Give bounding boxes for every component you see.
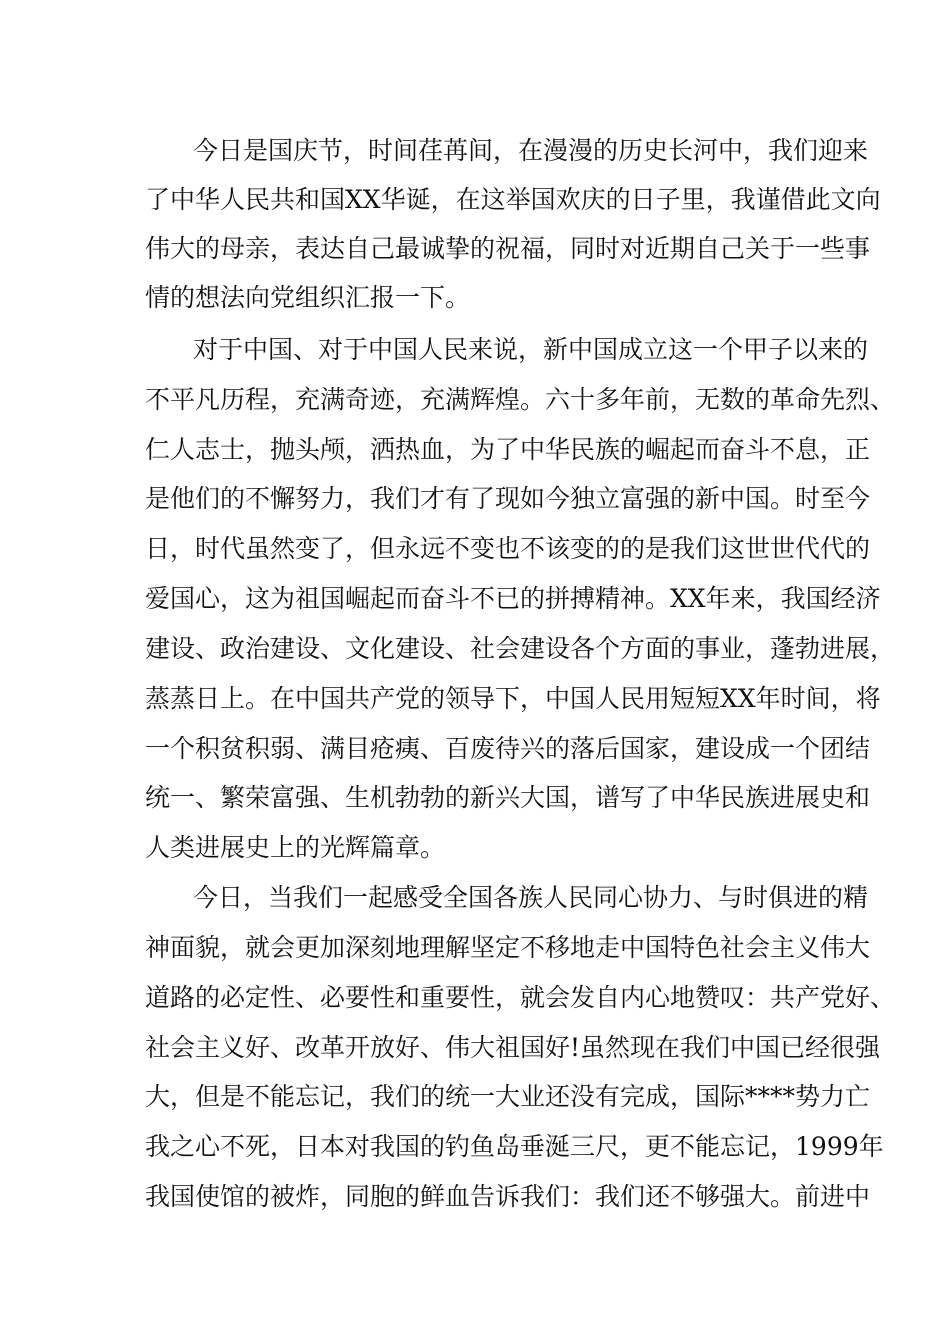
paragraph-1-line-1: 今日是国庆节，时间荏苒间，在漫漫的历史长河中，我们迎来	[193, 136, 869, 165]
paragraph-1-line-2: 了中华人民共和国XX华诞，在这举国欢庆的日子里，我谨借此文向	[145, 185, 881, 214]
paragraph-2-line-5: 日，时代虽然变了，但永远不变也不该变的的是我们这世世代代的	[145, 534, 871, 563]
paragraph-3-line-2: 神面貌，就会更加深刻地理解坚定不移地走中国特色社会主义伟大	[145, 933, 871, 962]
paragraph-3-line-4: 社会主义好、改革开放好、伟大祖国好!虽然现在我们中国已经很强	[145, 1033, 881, 1062]
paragraph-3-line-6: 我之心不死，日本对我国的钓鱼岛垂涎三尺，更不能忘记，1999年	[145, 1132, 884, 1161]
paragraph-3-line-1: 今日，当我们一起感受全国各族人民同心协力、与时俱进的精	[193, 883, 869, 912]
paragraph-1-line-3: 伟大的母亲，表达自己最诚挚的祝福，同时对近期自己关于一些事	[145, 234, 871, 263]
paragraph-2-line-1: 对于中国、对于中国人民来说，新中国成立这一个甲子以来的	[193, 335, 869, 364]
paragraph-2-line-2: 不平凡历程，充满奇迹，充满辉煌。六十多年前，无数的革命先烈、	[145, 385, 896, 414]
paragraph-2-line-9: 一个积贫积弱、满目疮痍、百废待兴的落后国家，建设成一个团结	[145, 734, 871, 763]
paragraph-3-line-7: 我国使馆的被炸，同胞的鲜血告诉我们：我们还不够强大。前进中	[145, 1182, 871, 1211]
paragraph-2-line-3: 仁人志士，抛头颅，洒热血，为了中华民族的崛起而奋斗不息，正	[145, 435, 871, 464]
paragraph-2-line-4: 是他们的不懈努力，我们才有了现如今独立富强的新中国。时至今	[145, 484, 871, 513]
paragraph-2-line-6: 爱国心，这为祖国崛起而奋斗不已的拼搏精神。XX年来，我国经济	[145, 584, 881, 613]
paragraph-2-line-11: 人类进展史上的光辉篇章。	[145, 833, 446, 862]
paragraph-2-line-7: 建设、政治建设、文化建设、社会建设各个方面的事业，蓬勃进展，	[145, 634, 896, 663]
paragraph-3-line-3: 道路的必定性、必要性和重要性，就会发自内心地赞叹：共产党好、	[145, 983, 896, 1012]
paragraph-3-line-5: 大，但是不能忘记，我们的统一大业还没有完成，国际****势力亡	[145, 1082, 871, 1111]
paragraph-2-line-8: 蒸蒸日上。在中国共产党的领导下，中国人民用短短XX年时间，将	[145, 684, 881, 713]
paragraph-2-line-10: 统一、繁荣富强、生机勃勃的新兴大国，谱写了中华民族进展史和	[145, 783, 871, 812]
paragraph-1-line-4: 情的想法向党组织汇报一下。	[145, 283, 471, 312]
